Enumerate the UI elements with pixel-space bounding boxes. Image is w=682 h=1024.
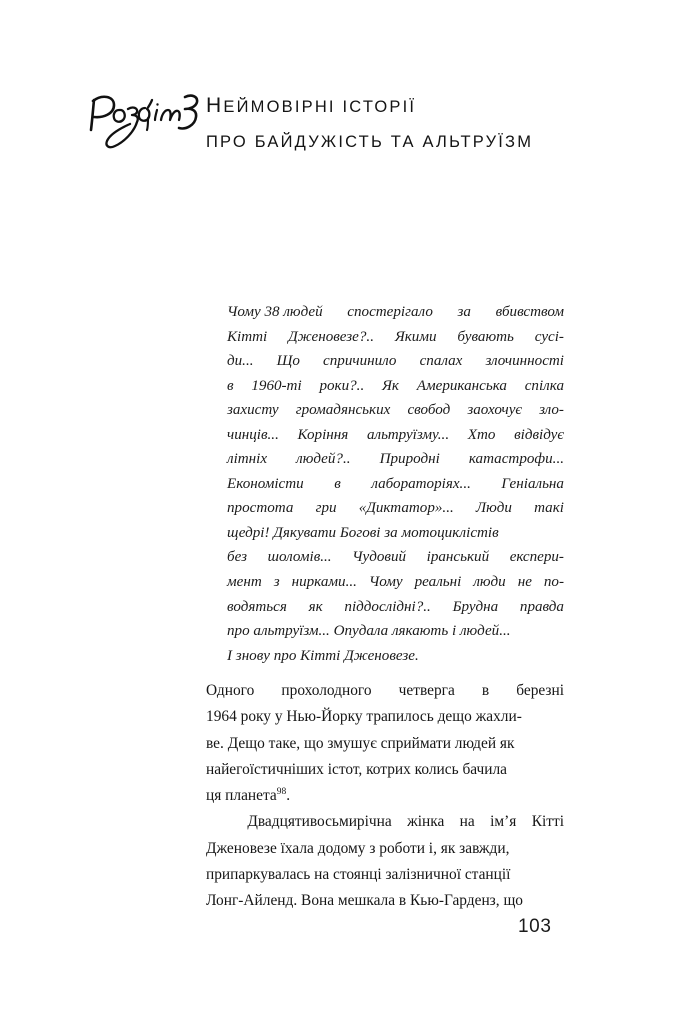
epigraph-line: чинців... Коріння альтруїзму... Хто відвідує	[227, 426, 564, 443]
epigraph-line: Кітті Дженовезе?.. Якими бувають сусі-	[227, 328, 564, 345]
body-line: Лонг-Айленд. Вона мешкала в Кью-Гарденз, що	[206, 892, 523, 910]
epigraph-line: Економісти в лабораторіях... Геніальна	[227, 475, 564, 492]
page-number: 103	[518, 916, 552, 937]
chapter-script-label	[88, 84, 200, 162]
epigraph-line: простота гри «Диктатор»... Люди такі	[227, 500, 564, 517]
body-line: Дженовезе їхала додому з роботи і, як завжди,	[206, 839, 510, 857]
body-line: 1964 року у Нью-Йорку трапилось дещо жахли-	[206, 708, 522, 726]
body-paragraph-1	[206, 678, 564, 809]
paragraph-indent	[206, 809, 232, 835]
epigraph-line: захисту громадянських свобод заохочує зло-	[227, 402, 564, 419]
body-paragraph-2	[206, 809, 564, 914]
epigraph-line: літніх людей?.. Природні катастрофи...	[227, 451, 564, 468]
epigraph-line: щедрі! Дякувати Богові за мотоциклістів	[227, 524, 499, 541]
chapter-title	[206, 89, 626, 160]
chapter-title-line-1: НЕЙМОВІРНІ ІСТОРІЇ	[206, 94, 417, 117]
body-line: Двадцятивосьмирічна жінка на ім’я Кітті	[206, 809, 564, 835]
epigraph-line: ди... Що спричинило спалах злочинності	[227, 353, 564, 370]
body-line: найегоїстичніших істот, котрих колись бачила	[206, 760, 508, 778]
body-line: Одного прохолодного четверга в березні	[206, 682, 564, 699]
epigraph-line: І знову про Кітті Дженовезе.	[227, 647, 419, 664]
chapter-epigraph	[227, 300, 564, 668]
chapter-header	[0, 84, 682, 174]
body-text	[206, 678, 564, 915]
body-line: ве. Дещо таке, що змушує сприймати людей як	[206, 734, 515, 752]
epigraph-line: водяться як піддослідні?.. Брудна правда	[227, 598, 564, 615]
epigraph-line: без шоломів... Чудовий іранський експери-	[227, 549, 564, 566]
body-line-text: ця планета	[206, 787, 277, 805]
body-line-with-footnote	[206, 783, 564, 809]
epigraph-line: в 1960-ті роки?.. Як Американська спілка	[227, 377, 564, 394]
epigraph-line: Чому 38 людей спостерігало за вбивством	[227, 304, 564, 320]
chapter-title-line-2: ПРО БАЙДУЖІСТЬ ТА АЛЬТРУЇЗМ	[206, 133, 534, 151]
footnote-marker[interactable]: 98	[276, 787, 287, 798]
epigraph-line: мент з нирками... Чому реальні люди не по-	[227, 574, 564, 591]
epigraph-line: про альтруїзм... Опудала лякають і людей...	[227, 623, 511, 640]
body-line-tail: .	[286, 787, 291, 805]
body-line: припаркувалась на стоянці залізничної станції	[206, 866, 511, 884]
